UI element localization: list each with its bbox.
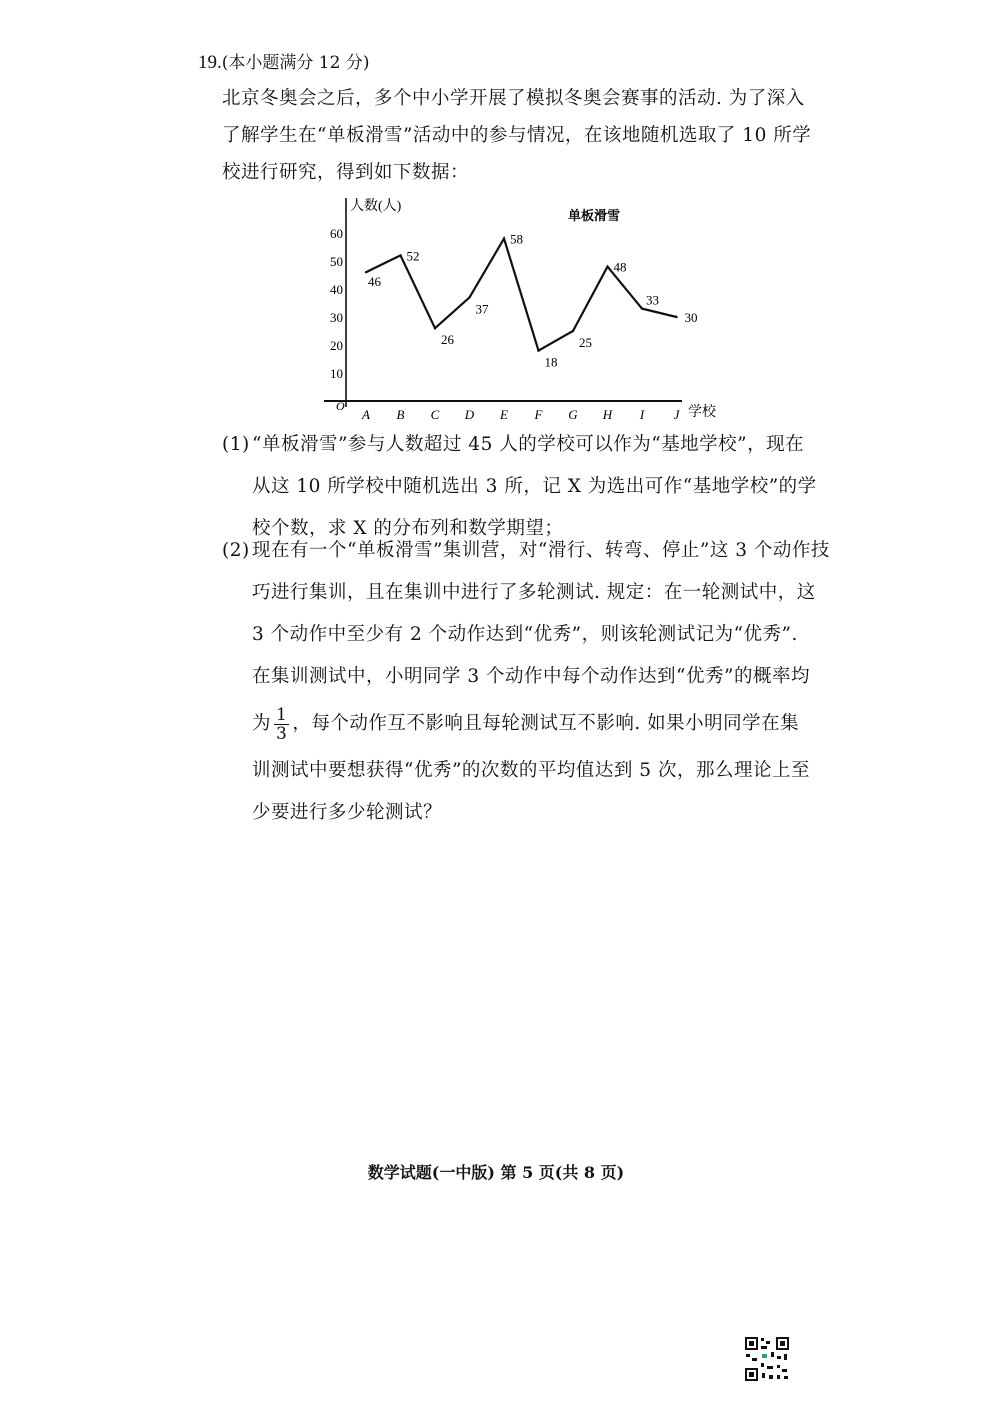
fraction-numerator: 1: [276, 704, 288, 725]
part-1-line: 从这 10 所学校中随机选出 3 所，记 X 为选出可作“基地学校”的学: [252, 476, 817, 497]
part-2-line: 巧进行集训，且在集训中进行了多轮测试. 规定：在一轮测试中，这: [252, 582, 816, 603]
data-point: [399, 254, 401, 256]
y-tick-label: 40: [330, 282, 343, 297]
y-tick-label: 10: [330, 366, 343, 381]
x-tick-label: A: [362, 407, 370, 422]
data-label: 18: [544, 354, 558, 370]
data-label: 33: [646, 292, 659, 308]
fraction-denominator: 3: [276, 723, 288, 744]
part-2-line: 训测试中要想获得“优秀”的次数的平均值达到 5 次，那么理论上至: [252, 760, 810, 781]
part-2: [222, 530, 832, 834]
part-2-line-fraction: [252, 698, 832, 750]
x-tick-label: H: [602, 407, 613, 422]
x-tick-label: D: [464, 407, 475, 422]
intro-line: 北京冬奥会之后，多个中小学开展了模拟冬奥会赛事的活动. 为了深入: [222, 88, 805, 109]
x-tick-label: E: [500, 407, 508, 422]
question-header: [198, 48, 369, 74]
data-point: [503, 237, 505, 239]
data-label: 26: [441, 332, 454, 348]
data-label: 52: [406, 248, 420, 264]
part-2-line: 少要进行多少轮测试？: [252, 802, 443, 823]
x-axis-label: 学校: [688, 405, 716, 420]
line-chart: [310, 186, 730, 426]
data-point: [675, 316, 677, 318]
y-tick-label: 50: [330, 254, 343, 269]
x-tick-label: J: [673, 407, 680, 422]
part-1-line: “单板滑雪”参与人数超过 45 人的学校可以作为“基地学校”，现在: [252, 434, 805, 455]
qr-code-image: [744, 1336, 790, 1382]
intro-line: 了解学生在“单板滑雪”活动中的参与情况，在该地随机选取了 10 所学: [222, 125, 812, 146]
data-point: [606, 265, 608, 267]
part-2-line: 现在有一个“单板滑雪”集训营，对“滑行、转弯、停止”这 3 个动作技: [252, 540, 830, 561]
y-tick-label: 60: [330, 226, 343, 241]
data-label: 48: [613, 259, 627, 275]
data-point: [641, 307, 643, 309]
chart-axes: [324, 198, 682, 422]
question-number: 19.: [198, 52, 222, 73]
x-tick-label: I: [639, 407, 645, 422]
data-label: 37: [475, 301, 489, 317]
part-1-line: 校个数，求 X 的分布列和数学期望；: [252, 518, 564, 539]
chart-legend: 单板滑雪: [568, 208, 621, 223]
data-point: [537, 349, 539, 351]
y-tick-label: 20: [330, 338, 343, 353]
part-1-tag: (1): [222, 434, 250, 455]
part-2-line: 在集训测试中，小明同学 3 个动作中每个动作达到“优秀”的概率均: [252, 666, 810, 687]
score-note: (本小题满分 12 分): [221, 53, 370, 73]
part-2-tag: (2): [222, 540, 250, 561]
chart-marks: [365, 232, 698, 370]
origin-label: O: [336, 399, 345, 413]
data-point: [572, 330, 574, 332]
data-label: 58: [510, 231, 523, 247]
y-tick-label: 30: [330, 310, 343, 325]
data-point: [468, 296, 470, 298]
page-footer: 数学试题(一中版) 第 5 页(共 8 页): [367, 1163, 625, 1182]
data-label: 30: [684, 310, 698, 325]
data-point: [365, 271, 367, 273]
data-point: [434, 327, 436, 329]
part-2-line: 3 个动作中至少有 2 个动作达到“优秀”，则该轮测试记为“优秀”.: [252, 624, 798, 645]
x-tick-label: F: [534, 407, 543, 422]
line-prefix: 为: [252, 713, 272, 734]
y-axis-label: 人数(人): [350, 199, 402, 214]
line-suffix: ，每个动作互不影响且每轮测试互不影响. 如果小明同学在集: [292, 713, 800, 734]
fraction-one-third: [274, 706, 289, 743]
question-intro: [222, 80, 832, 191]
x-tick-label: C: [430, 407, 440, 422]
intro-line: 校进行研究，得到如下数据：: [222, 162, 470, 183]
data-label: 46: [368, 274, 381, 290]
x-tick-label: G: [568, 407, 578, 422]
x-tick-label: B: [396, 407, 405, 422]
data-label: 25: [579, 335, 592, 350]
